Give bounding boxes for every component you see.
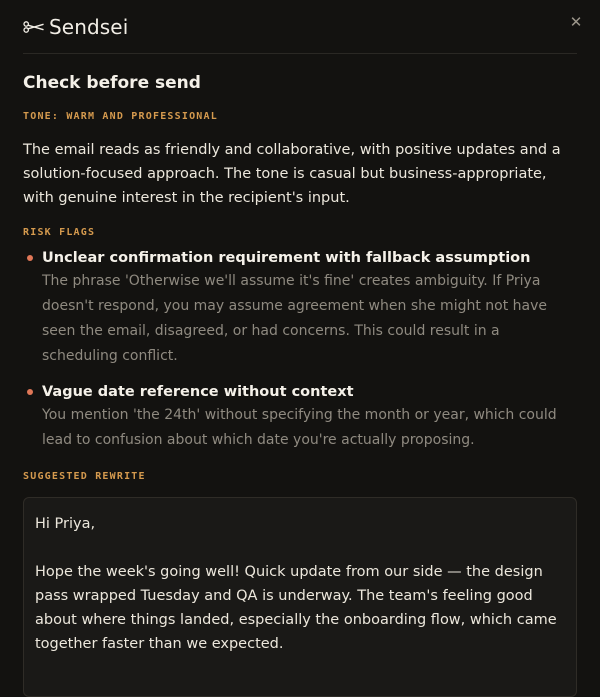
- risk-flag-description: The phrase 'Otherwise we'll assume it's fine' creates ambiguity. If Priya doesn't respond, you may assume agreement when she might not have seen the email, disagreed, or had concerns. This could result in a scheduling conflict.: [42, 273, 548, 364]
- risk-flag-title: Unclear confirmation requirement with fallback assumption: [42, 250, 531, 266]
- risk-flags-label: RISK FLAGS: [23, 227, 96, 238]
- logo: [23, 15, 128, 39]
- close-icon[interactable]: ✕: [569, 13, 583, 31]
- risk-flag-item: [23, 381, 577, 453]
- page-title: Check before send: [23, 73, 201, 93]
- app-name: Sendsei: [49, 14, 129, 39]
- suggested-rewrite-label: SUGGESTED REWRITE: [23, 471, 146, 482]
- risk-flag-item: [23, 247, 577, 369]
- header: [23, 0, 577, 54]
- scissors-icon: [23, 21, 45, 33]
- tone-label: TONE: WARM AND PROFESSIONAL: [23, 111, 218, 122]
- risk-flag-title: Vague date reference without context: [42, 384, 354, 400]
- rewrite-greeting: Hi Priya,: [35, 516, 96, 532]
- risk-flags-list: [23, 247, 577, 453]
- risk-flag-description: You mention 'the 24th' without specifying the month or year, which could lead to confusion about which date you're actually proposing.: [42, 407, 557, 448]
- bullet-dot-icon: [27, 255, 33, 261]
- bullet-dot-icon: [27, 389, 33, 395]
- tone-description: The email reads as friendly and collaborative, with positive updates and a solution-focused approach. The tone is casual but business-appropriate, with genuine interest in the recipient's input.: [23, 142, 561, 206]
- rewrite-body: Hope the week's going well! Quick update from our side — the design pass wrapped Tuesday and QA is underway. The team's feeling good about where things landed, especially the onboarding flow, which came together faster than we expected.: [35, 564, 557, 652]
- suggested-rewrite-box[interactable]: [23, 497, 577, 697]
